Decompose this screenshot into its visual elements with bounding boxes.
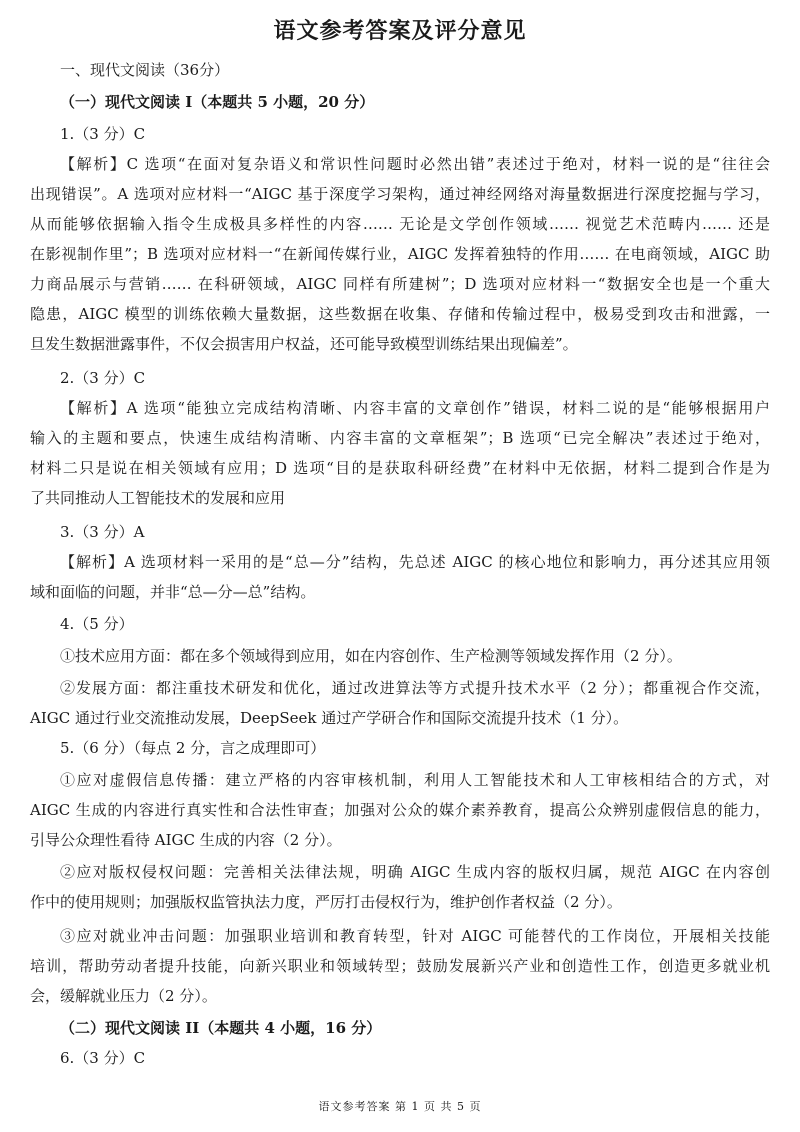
q5-point: AIGC 生成的内容进行真实性和合法性审查；加强对公众的媒介素养教育，提高公众辨别虚假信息的能力， (30, 801, 770, 819)
question-6-answer: 6.（3 分）C (60, 1049, 146, 1067)
q5-point: 培训，帮助劳动者提升技能，向新兴职业和领域转型；鼓励发展新兴产业和创造性工作，创造更多就业机 (30, 957, 770, 975)
q5-point: 会，缓解就业压力（2 分）。 (30, 987, 217, 1005)
q2-analysis-line: 材料二只是说在相关领域有应用；D 选项“目的是获取科研经费”在材料中无依据，材料二提到合作是为 (30, 459, 770, 477)
document-title: 语文参考答案及评分意见 (273, 18, 527, 44)
q2-analysis-line: 输入的主题和要点，快速生成结构清晰、内容丰富的文章框架”；B 选项“已完全解决”表述过于绝对， (30, 429, 770, 447)
subsection-heading: （一）现代文阅读 I（本题共 5 小题，20 分） (60, 93, 375, 111)
q3-analysis-line: 【解析】A 选项材料一采用的是“总—分”结构，先总述 AIGC 的核心地位和影响力，再分述其应用领 (60, 553, 770, 571)
q3-analysis-line: 域和面临的问题，并非“总—分—总”结构。 (30, 583, 316, 601)
question-3-answer: 3.（3 分）A (60, 523, 145, 541)
q5-point: 引导公众理性看待 AIGC 生成的内容（2 分）。 (30, 831, 342, 849)
subsection-heading: （二）现代文阅读 II（本题共 4 小题，16 分） (60, 1019, 382, 1037)
question-2-answer: 2.（3 分）C (60, 369, 146, 387)
q1-analysis-line: 在影视制作里”；B 选项对应材料一“在新闻传媒行业，AIGC 发挥着独特的作用…… 在电商领域，AIGC 助 (30, 245, 770, 263)
q1-analysis-line: 【解析】C 选项“在面对复杂语义和常识性问题时必然出错”表述过于绝对，材料一说的是“往往会 (60, 155, 770, 173)
q2-analysis-line: 【解析】A 选项“能独立完成结构清晰、内容丰富的文章创作”错误，材料二说的是“能够根据用户 (60, 399, 770, 417)
q1-analysis-line: 旦发生数据泄露事件，不仅会损害用户权益，还可能导致模型训练结果出现偏差”。 (30, 335, 578, 353)
q1-analysis-line: 力商品展示与营销…… 在科研领域，AIGC 同样有所建树”；D 选项对应材料一“数据安全也是一个重大 (30, 275, 770, 293)
q4-point: ①技术应用方面：都在多个领域得到应用，如在内容创作、生产检测等领域发挥作用（2 分）。 (60, 647, 682, 665)
q1-analysis-line: 出现错误”。A 选项对应材料一“AIGC 基于深度学习架构，通过神经网络对海量数据进行深度挖掘与学习， (30, 185, 770, 203)
q5-point: 作中的使用规则；加强版权监管执法力度，严厉打击侵权行为，维护创作者权益（2 分）。 (30, 893, 622, 911)
q1-analysis-line: 隐患，AIGC 模型的训练依赖大量数据，这些数据在收集、存储和传输过程中，极易受到攻击和泄露，一 (30, 305, 770, 323)
q5-point: ②应对版权侵权问题：完善相关法律法规，明确 AIGC 生成内容的版权归属，规范 AIGC 在内容创 (60, 863, 770, 881)
question-5-answer: 5.（6 分）（每点 2 分，言之成理即可） (60, 739, 326, 757)
q1-analysis-line: 从而能够依据输入指令生成极具多样性的内容…… 无论是文学创作领域…… 视觉艺术范畴内…… 还是 (30, 215, 770, 233)
question-4-answer: 4.（5 分） (60, 615, 134, 633)
q4-point: AIGC 通过行业交流推动发展，DeepSeek 通过产学研合作和国际交流提升技术（1 分）。 (30, 709, 629, 727)
section-heading: 一、现代文阅读（36分） (60, 61, 230, 79)
q2-analysis-line: 了共同推动人工智能技术的发展和应用 (30, 489, 286, 507)
question-1-answer: 1.（3 分）C (60, 125, 146, 143)
q5-point: ①应对虚假信息传播：建立严格的内容审核机制，利用人工智能技术和人工审核相结合的方式，对 (60, 771, 770, 789)
q5-point: ③应对就业冲击问题：加强职业培训和教育转型，针对 AIGC 可能替代的工作岗位，开展相关技能 (60, 927, 770, 945)
page-footer: 语文参考答案 第 1 页 共 5 页 (318, 1100, 482, 1113)
q4-point: ②发展方面：都注重技术研发和优化，通过改进算法等方式提升技术水平（2 分）；都重视合作交流， (60, 679, 770, 697)
